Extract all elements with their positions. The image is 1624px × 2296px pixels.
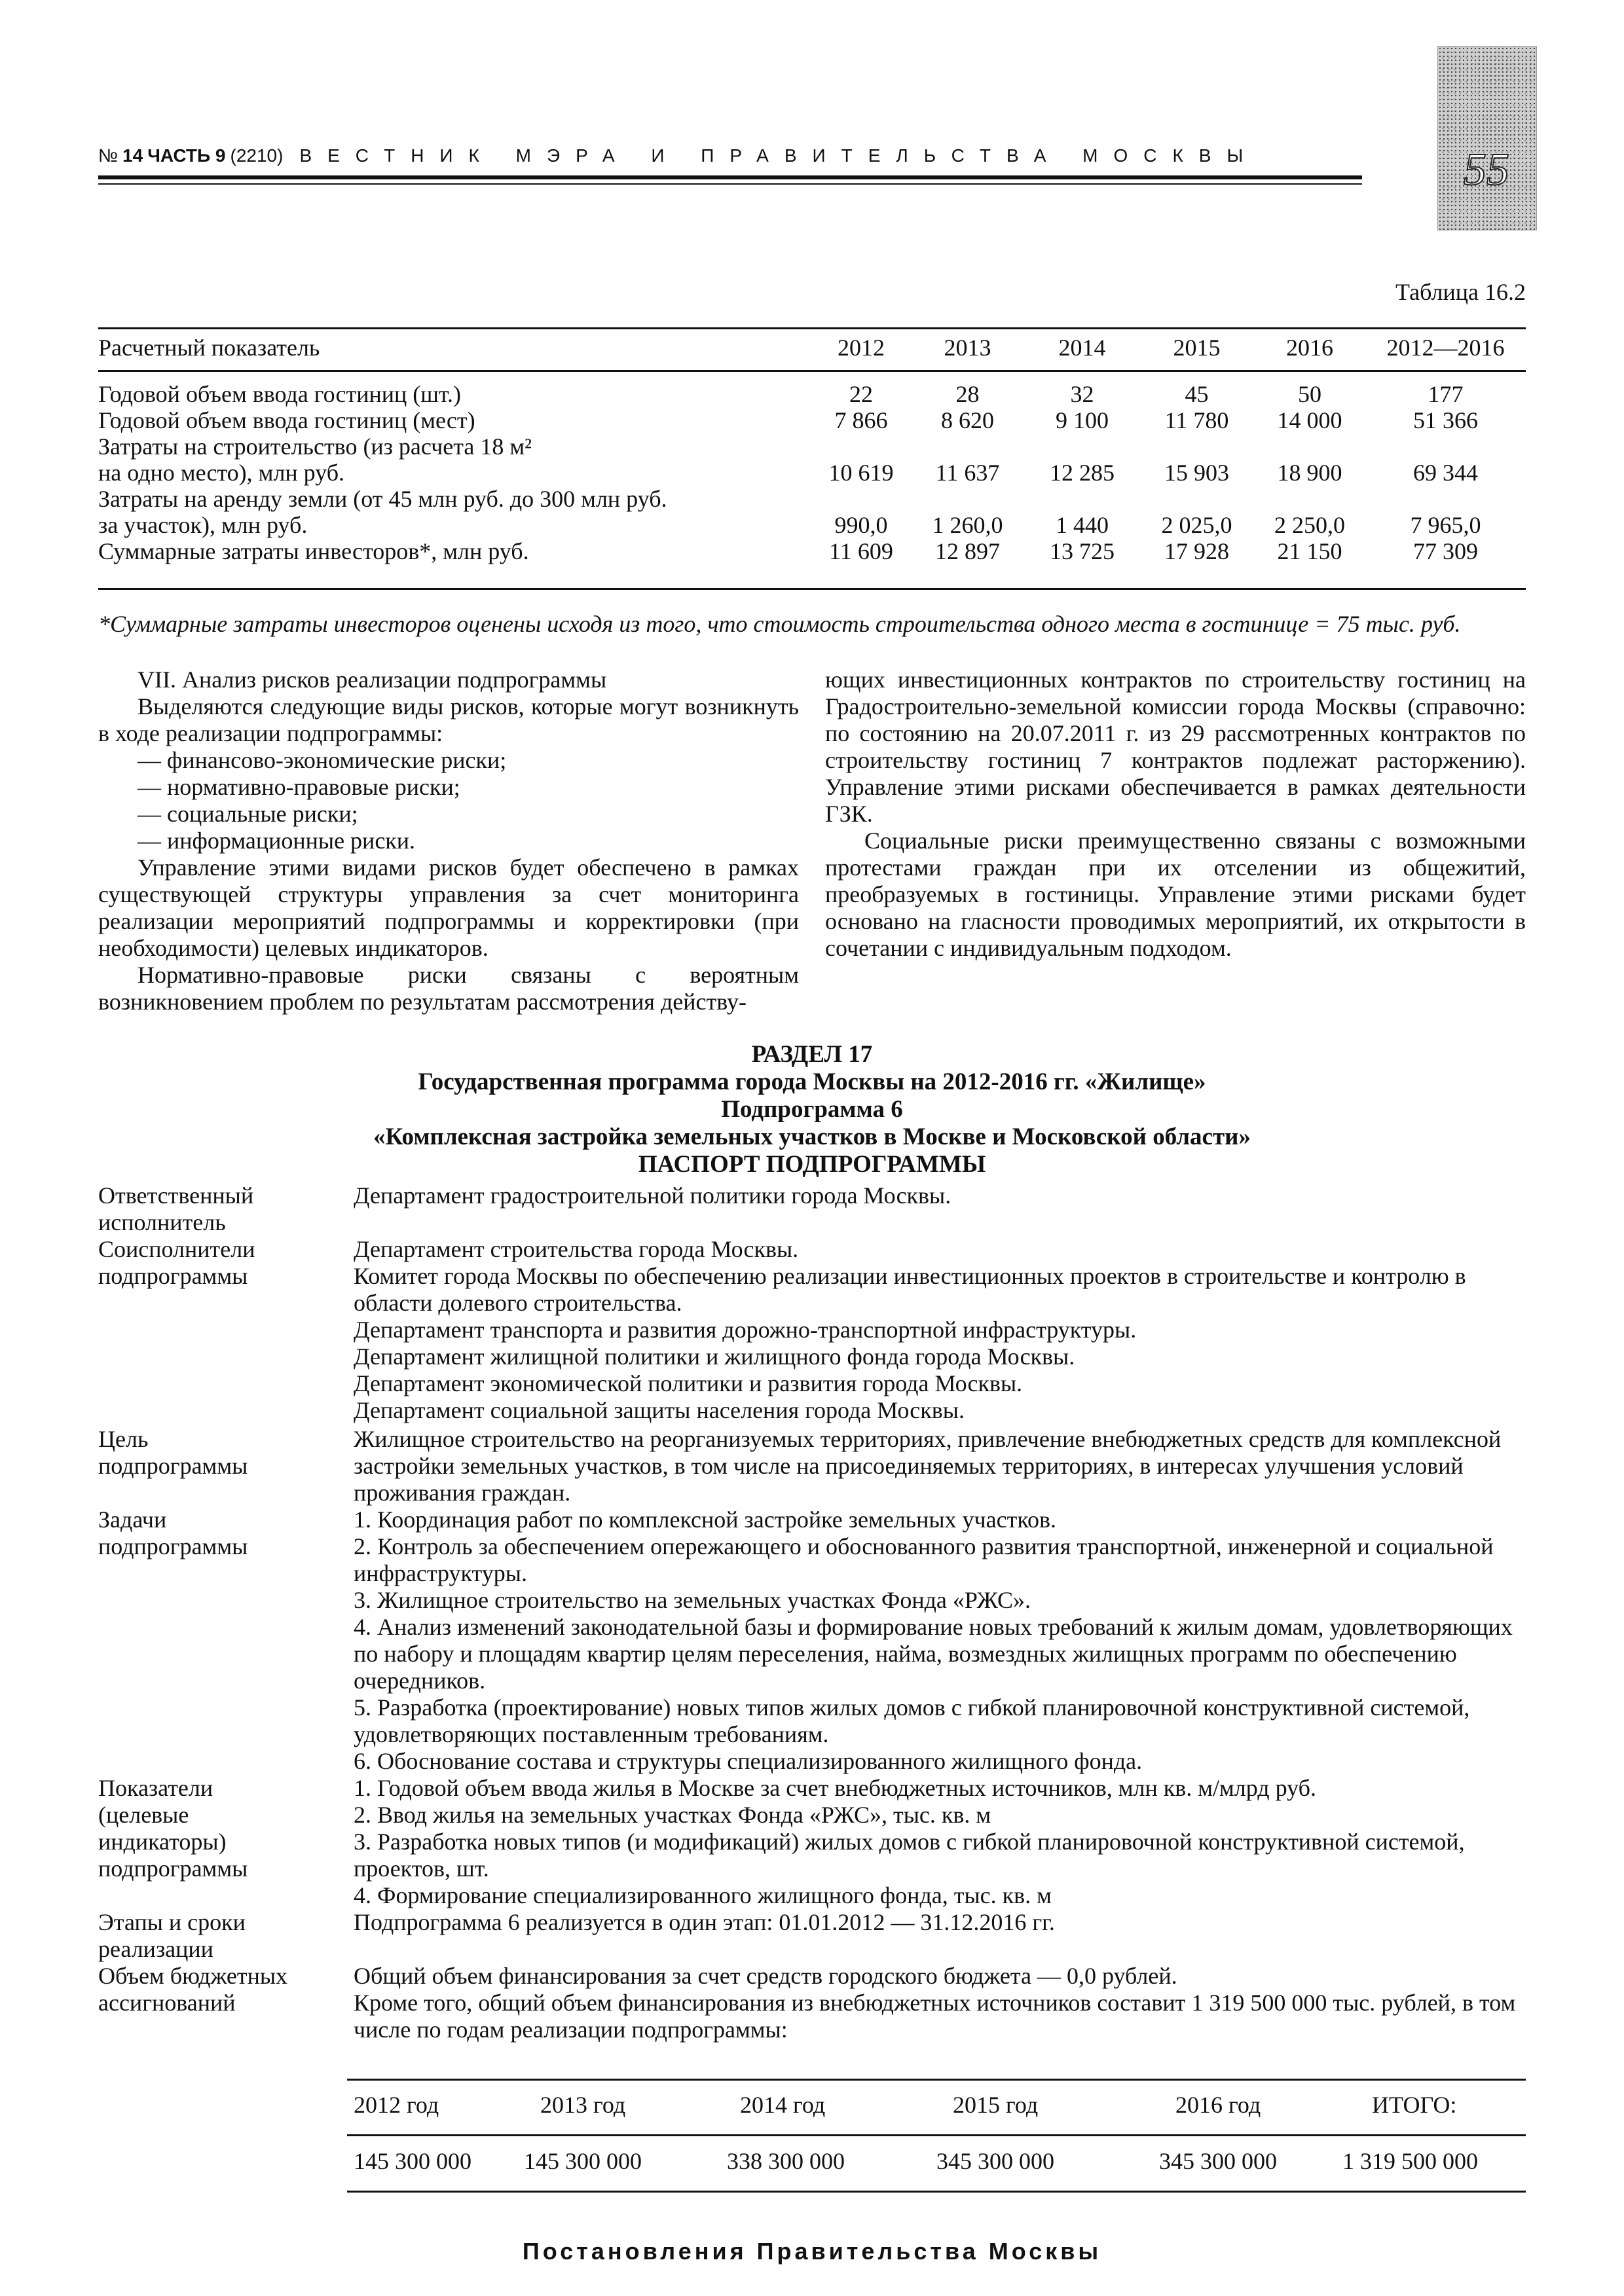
table-header-cell: 2016 [1286,335,1333,361]
table-header-cell: 2014 [1058,335,1106,361]
passport-title: ПАСПОРТ ПОДПРОГРАММЫ [638,1151,986,1178]
value-line: 1. Координация работ по комплексной застройке земельных участков. [354,1506,1056,1533]
section-7-heading: VII. Анализ рисков реализации подпрограммы [138,666,607,693]
table-cell: 77 309 [1413,538,1478,564]
value-line: Департамент экономической политики и развития города Москвы. [354,1370,1023,1396]
table-header-cell: Расчетный показатель [98,335,320,361]
passport-row [98,1909,1526,1963]
row-label: Годовой объем ввода гостиниц (шт.) [98,381,462,407]
table-header-cell: 2015 [1173,335,1221,361]
paragraph: Управление этими видами рисков будет обеспечено в рамках существующей структуры управления за счет мониторинга реализации мероприятий подпрограммы и корректировки (при необходимости) целевых индикаторов. [98,854,799,961]
passport-row [98,1775,1526,1909]
table-cell: 177 [1428,381,1464,407]
value-line: Департамент градостроительной политики города Москвы. [354,1182,951,1209]
table-cell: 45 [1185,381,1209,407]
table-cell: 69 344 [1413,460,1478,486]
label-line: ассигнований [98,1990,236,2016]
table-footnote: *Суммарные затраты инвесторов оценены исходя из того, что стоимость строительства одного места в гостинице = 75 тыс. руб. [98,611,1461,637]
label-line: Задачи [98,1506,167,1533]
label-line: реализации [98,1936,213,1962]
list-item: — информационные риски. [138,828,416,854]
table-cell: 22 [849,381,873,407]
table-cell: 28 [955,381,980,407]
value-line: Комитет города Москвы по обеспечению реализации инвестиционных проектов в строительстве и контролю в области долевого строительства. [354,1263,1466,1316]
table-header-cell: 2013 [944,335,991,361]
value-line: Подпрограмма 6 реализуется в один этап: 01.01.2012 — 31.12.2016 гг. [354,1909,1055,1935]
label-line: Этапы и сроки [98,1909,246,1935]
label-line: Объем бюджетных [98,1963,288,1989]
passport-value [354,1506,1526,1775]
table-cell: 18 900 [1277,460,1342,486]
passport-label [98,1182,354,1236]
issue-total: (2210) [230,145,284,166]
passport-value [354,1775,1526,1909]
label-line: подпрограммы [98,1855,248,1882]
value-line: Жилищное строительство на реорганизуемых территориях, привлечение внебюджетных средств для комплексной застройки земельных участков, в том числе на присоединяемых территориях, в интересах улучшения условий проживания граждан. [354,1426,1502,1506]
budget-bottom-rule [347,2191,1526,2193]
table-cell: 12 897 [935,538,1000,564]
label-line: исполнитель [98,1209,226,1235]
budget-top-rule [347,2079,1526,2081]
passport-row [98,1506,1526,1775]
left-column [98,666,799,1015]
value-line: Департамент строительства города Москвы. [354,1236,799,1262]
passport-row [98,1963,1526,2048]
value-line: Общий объем финансирования за счет средств городского бюджета — 0,0 рублей. [354,1963,1177,1989]
label-line: Показатели [98,1775,213,1801]
footer-caption: Постановления Правительства Москвы [522,2238,1102,2265]
list-item: — социальные риски; [138,801,358,827]
budget-year-header: 2016 год [1175,2092,1261,2118]
label-line: подпрограммы [98,1263,248,1289]
passport-value [354,1182,1526,1236]
value-line: 3. Разработка новых типов (и модификаций) жилых домов с гибкой планировочной конструктивной системой, проектов, шт. [354,1829,1465,1882]
budget-mid-rule [347,2134,1526,2136]
label-line: индикаторы) [98,1829,227,1855]
table-header-cell: 2012 [838,335,885,361]
table-cell: 50 [1298,381,1321,407]
table-row [98,381,1526,407]
value-line: 4. Анализ изменений законодательной базы и формирование новых требований к жилым домам, удовлетворяющих по набору и площадям квартир целям переселения, найма, возмездных жилищных программ по обеспечению очередников. [354,1614,1513,1694]
paragraph: Нормативно-правовые риски связаны с вероятным возникновением проблем по результатам рассмотрения действу- [98,962,799,1015]
budget-value: 338 300 000 [727,2148,845,2174]
passport-label [98,1775,354,1909]
value-line: 2. Контроль за обеспечением опережающего и обоснованного развития транспортной, инженерной и социальной инфраструктуры. [354,1533,1494,1586]
table-cell: 2 025,0 [1161,512,1232,538]
passport-label [98,1506,354,1775]
passport-value [354,1909,1526,1963]
table-cell: 1 440 [1056,512,1109,538]
header-rule-thin [98,183,1362,185]
value-line: Департамент жилищной политики и жилищного фонда города Москвы. [354,1343,1075,1370]
issue-number: 14 [122,145,143,166]
issue-prefix: № [98,145,119,166]
row-label-line: за участок), млн руб. [98,512,308,538]
table-cell: 12 285 [1050,460,1115,486]
budget-value: 145 300 000 [524,2148,642,2174]
table-cell: 11 780 [1164,407,1229,433]
program-title: Государственная программа города Москвы на 2012-2016 гг. «Жилище» [418,1068,1206,1095]
right-column [825,666,1526,962]
table-cell: 11 609 [829,538,893,564]
row-label [98,486,812,538]
label-line: подпрограммы [98,1533,248,1559]
table-row [98,433,1526,486]
passport-value [354,1963,1526,2048]
table-cell: 1 260,0 [932,512,1003,538]
part-label: ЧАСТЬ 9 [147,145,226,166]
table-cell: 15 903 [1164,460,1229,486]
table-cell: 10 619 [828,460,894,486]
budget-year-header: 2013 год [540,2092,626,2118]
table-header-cell: 2012—2016 [1386,335,1505,361]
row-label: Годовой объем ввода гостиниц (мест) [98,407,475,433]
table-cell: 7 866 [834,407,888,433]
budget-year-header: 2015 год [953,2092,1039,2118]
row-label-line: Затраты на строительство (из расчета 18 м² [98,433,532,460]
row-label-line: Затраты на аренду земли (от 45 млн руб. до 300 млн руб. [98,486,667,512]
budget-value: 345 300 000 [936,2148,1054,2174]
table-cell: 8 620 [941,407,994,433]
row-label: Суммарные затраты инвесторов*, млн руб. [98,538,529,564]
passport-label [98,1909,354,1963]
value-line: 1. Годовой объем ввода жилья в Москве за счет внебюджетных источников, млн кв. м/млрд руб. [354,1775,1316,1801]
value-line: 5. Разработка (проектирование) новых типов жилых домов с гибкой планировочной конструктивной системой, удовлетворяющих поставленным требованиям. [354,1694,1470,1747]
passport-label [98,1426,354,1506]
budget-value: 145 300 000 [354,2148,471,2174]
list-item: — финансово-экономические риски; [138,747,507,773]
page-number: 55 [1464,145,1509,195]
running-header [98,145,1259,167]
passport-label [98,1236,354,1426]
table-cell: 17 928 [1164,538,1229,564]
table-header-row [98,327,1526,368]
table-cell: 990,0 [834,512,888,538]
table-cell: 11 637 [935,460,1000,486]
list-item: — нормативно-правовые риски; [138,774,460,800]
label-line: Ответственный [98,1182,254,1209]
page-number-box [1437,46,1537,230]
label-line: Цель [98,1426,149,1452]
hotel-indicators-table [98,327,1526,564]
section-title: РАЗДЕЛ 17 [751,1041,873,1068]
paragraph: ющих инвестиционных контрактов по строительству гостиниц на Градостроительно-земельной комиссии города Москвы (справочно: по состоянию на 20.07.2011 г. из 29 рассмотренных контрактов по строительству гостиниц 7 контрактов подлежат расторжению). Управление этими рисками обеспечивается в рамках деятельности ГЗК. [825,666,1526,827]
passport-value [354,1236,1526,1426]
subprogram-name: «Комплексная застройка земельных участков в Москве и Московской области» [373,1123,1251,1150]
row-label-line: на одно место), млн руб. [98,460,345,486]
subprogram-title: Подпрограмма 6 [721,1096,903,1123]
header-rule-thick [98,175,1362,179]
table-cell: 2 250,0 [1274,512,1345,538]
paragraph: Выделяются следующие виды рисков, которые могут возникнуть в ходе реализации подпрограммы: [98,693,799,746]
budget-year-header: 2012 год [354,2092,439,2118]
table-cell: 21 150 [1277,538,1342,564]
passport-label [98,1963,354,2048]
passport-value [354,1426,1526,1506]
budget-year-header: 2014 год [740,2092,826,2118]
budget-total-header: ИТОГО: [1372,2092,1457,2118]
table-cell: 14 000 [1277,407,1342,433]
table-cell: 32 [1070,381,1094,407]
passport-row [98,1426,1526,1506]
table-caption: Таблица 16.2 [1395,279,1526,305]
value-line: Кроме того, общий объем финансирования из внебюджетных источников составит 1 319 500 000 тыс. рублей, в том числе по годам реализации подпрограммы: [354,1990,1516,2043]
passport-row [98,1236,1526,1426]
value-line: Департамент транспорта и развития дорожно-транспортной инфраструктуры. [354,1317,1137,1343]
table-cell: 9 100 [1056,407,1109,433]
label-line: подпрограммы [98,1453,248,1479]
paragraph: Социальные риски преимущественно связаны с возможными протестами граждан при их отселении из общежитий, преобразуемых в гостиницы. Управление этими рисками будет основано на гласности проводимых мероприятий, их открытости в сочетании с индивидуальным подходом. [825,828,1526,961]
table-bottom-rule [98,588,1526,590]
budget-total-value: 1 319 500 000 [1342,2148,1478,2174]
value-line: 4. Формирование специализированного жилищного фонда, тыс. кв. м [354,1882,1052,1908]
table-cell: 13 725 [1050,538,1115,564]
passport-row [98,1182,1526,1236]
value-line: Департамент социальной защиты населения города Москвы. [354,1397,965,1423]
value-line: 3. Жилищное строительство на земельных участках Фонда «РЖС». [354,1587,1031,1613]
table-row [98,407,1526,433]
table-row [98,538,1526,564]
budget-value: 345 300 000 [1159,2148,1277,2174]
publication-title: ВЕСТНИК МЭРА И ПРАВИТЕЛЬСТВА МОСКВЫ [299,145,1259,166]
value-line: 6. Обоснование состава и структуры специализированного жилищного фонда. [354,1748,1143,1774]
section-17-titles [98,1041,1526,1178]
row-label [98,433,812,486]
table-row [98,486,1526,538]
table-cell: 7 965,0 [1410,512,1481,538]
label-line: Соисполнители [98,1236,255,1262]
value-line: 2. Ввод жилья на земельных участках Фонда «РЖС», тыс. кв. м [354,1802,991,1828]
passport-table [98,1182,1526,2048]
table-cell: 51 366 [1413,407,1478,433]
label-line: (целевые [98,1802,189,1828]
